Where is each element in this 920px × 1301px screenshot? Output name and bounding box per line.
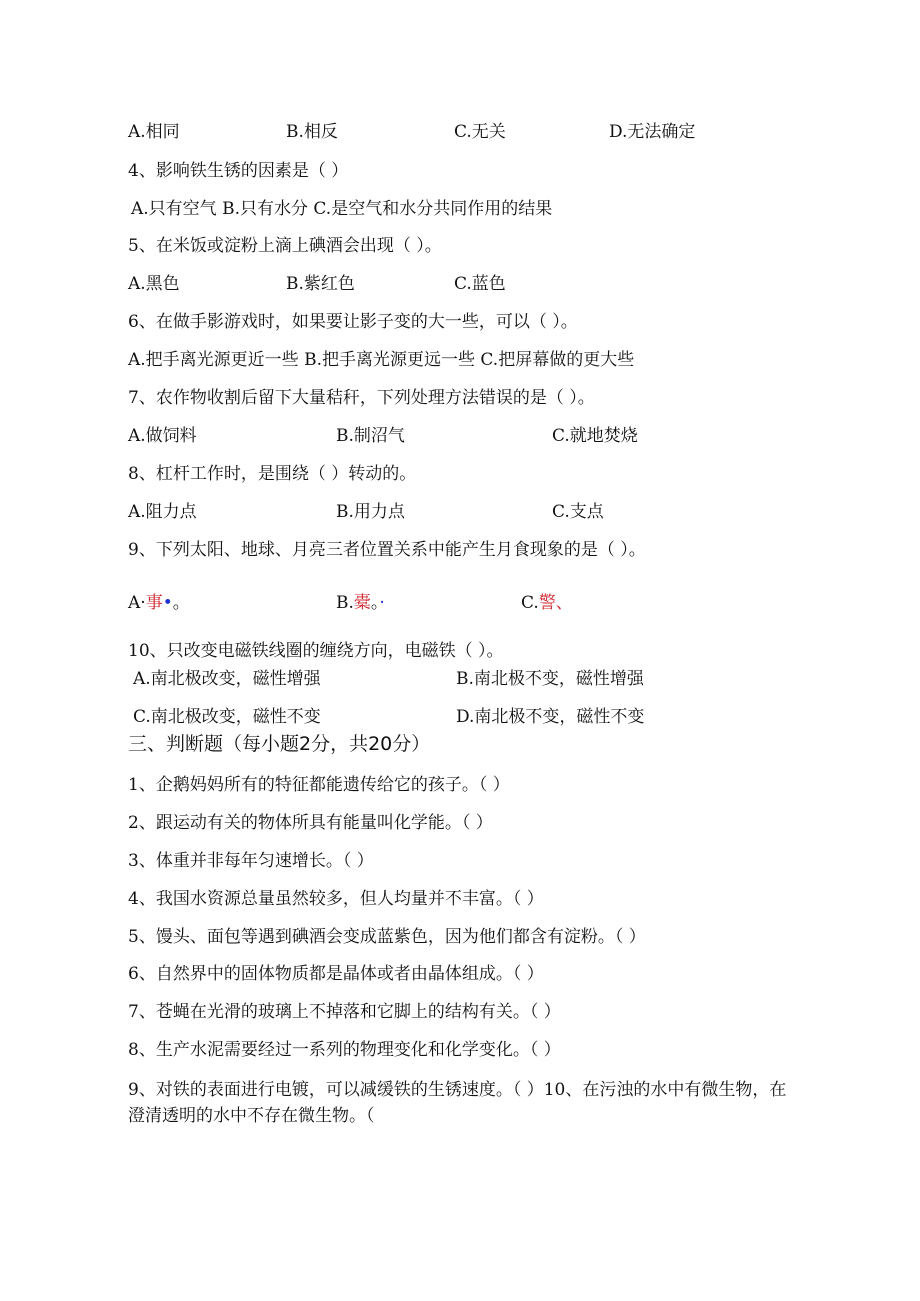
q7-option-c: C.就地焚烧	[552, 426, 638, 446]
judge-item-3: 3、体重并非每年匀速增长。（ ）	[128, 851, 374, 871]
q9-option-b-prefix: B.	[336, 593, 354, 613]
q9-option-a-suffix: 。	[172, 593, 190, 613]
q7-option-b: B.制沼气	[336, 426, 405, 446]
q3-option-b: B.相反	[286, 122, 338, 142]
q4-options: A.只有空气 B.只有水分 C.是空气和水分共同作用的结果	[131, 199, 553, 219]
q9-option-b-image-char: 橐	[353, 593, 371, 613]
q8-option-a: A.阻力点	[128, 502, 197, 522]
q9-option-a	[128, 592, 190, 614]
q8-option-b: B.用力点	[336, 502, 405, 522]
q7-stem: 7、农作物收割后留下大量秸秆，下列处理方法错误的是（ ）。	[128, 388, 595, 408]
q9-option-a-image-char: 事	[145, 593, 163, 613]
q8-stem: 8、杠杆工作时，是围绕（ ）转动的。	[128, 464, 417, 484]
judge-item-2: 2、跟运动有关的物体所具有能量叫化学能。（ ）	[128, 813, 493, 833]
judge-item-4: 4、我国水资源总量虽然较多，但人均量并不丰富。（ ）	[128, 889, 544, 909]
judge-item-5: 5、馒头、面包等遇到碘酒会变成蓝紫色，因为他们都含有淀粉。（ ）	[128, 927, 646, 947]
q5-option-a: A.黑色	[128, 274, 180, 294]
q3-option-c: C.无关	[454, 122, 506, 142]
q4-stem: 4、影响铁生锈的因素是（ ）	[128, 161, 349, 181]
judge-item-9-10: 9、对铁的表面进行电镀，可以减缓铁的生锈速度。（ ）10、在污浊的水中有微生物，在澄清透明的水中不存在微生物。（	[128, 1080, 787, 1126]
q10-stem: 10、只改变电磁铁线圈的缠绕方向，电磁铁（ ）。	[128, 641, 504, 661]
q9-option-b	[336, 592, 385, 614]
q5-stem: 5、在米饭或淀粉上滴上碘酒会出现（ ）。	[128, 236, 442, 256]
q9-option-c	[521, 592, 573, 614]
judge-item-7: 7、苍蝇在光滑的玻璃上不掉落和它脚上的结构有关。（ ）	[128, 1002, 561, 1022]
q7-option-a: A.做饲料	[128, 426, 197, 446]
q10-option-a: A.南北极改变，磁性增强	[133, 669, 321, 689]
judge-item-8: 8、生产水泥需要经过一系列的物理变化和化学变化。（ ）	[128, 1040, 561, 1060]
section-title-judge: 三、判断题（每小题2分，共20分）	[128, 733, 431, 755]
q10-option-c: C.南北极改变，磁性不变	[133, 707, 321, 727]
q9-option-b-suffix: 。	[370, 593, 380, 613]
judge-item-6: 6、自然界中的固体物质都是晶体或者由晶体组成。（ ）	[128, 964, 544, 984]
q6-stem: 6、在做手影游戏时，如果要让影子变的大一些，可以（ ）。	[128, 312, 578, 332]
q5-option-b: B.紫红色	[286, 274, 355, 294]
q3-option-a: A.相同	[128, 122, 180, 142]
judge-item-1: 1、企鹅妈妈所有的特征都能遗传给它的孩子。（ ）	[128, 775, 510, 795]
q9-option-a-prefix: A·	[128, 593, 146, 613]
q10-option-d: D.南北极不变，磁性不变	[456, 707, 645, 727]
q9-option-c-prefix: C.	[521, 593, 539, 613]
q10-option-b: B.南北极不变，磁性增强	[456, 669, 644, 689]
q6-options: A.把手离光源更近一些 B.把手离光源更远一些 C.把屏幕做的更大些	[128, 350, 635, 370]
q5-option-c: C.蓝色	[454, 274, 506, 294]
q9-option-c-image-char: 警、	[538, 593, 573, 613]
q3-option-d: D.无法确定	[609, 122, 696, 142]
q9-stem: 9、下列太阳、地球、月亮三者位置关系中能产生月食现象的是（ ）。	[128, 540, 646, 560]
q8-option-c: C.支点	[552, 502, 604, 522]
q9-option-a-dot: •	[162, 593, 173, 613]
q9-option-b-dot: ·	[379, 593, 385, 613]
